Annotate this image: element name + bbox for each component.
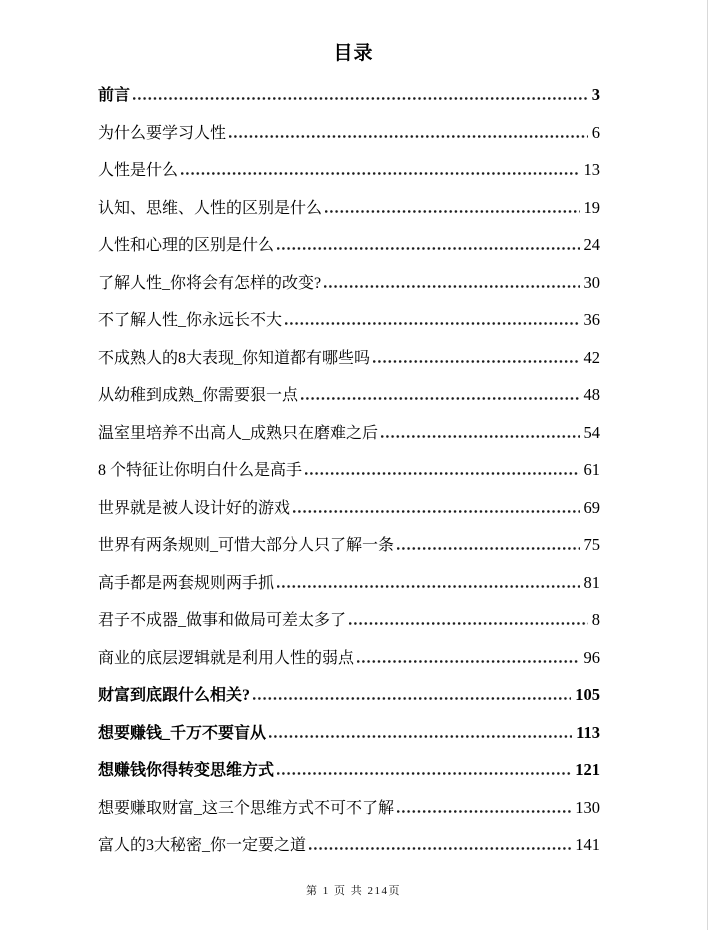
dot-leader (309, 847, 571, 850)
dot-leader (349, 622, 588, 625)
toc-entry-label: 君子不成器_做事和做局可差太多了 (98, 612, 347, 629)
toc-entry-label: 世界有两条规则_可惜大部分人只了解一条 (98, 537, 395, 554)
toc-entry[interactable] (98, 272, 600, 310)
dot-leader (181, 172, 579, 175)
toc-entry[interactable] (98, 497, 600, 535)
toc-entry-page-number: 69 (583, 497, 600, 517)
dot-leader (253, 697, 571, 700)
toc-entry-label: 想要赚取财富_这三个思维方式不可不了解 (98, 799, 395, 817)
toc-entry-page-number: 48 (583, 385, 600, 404)
toc-entry-label: 人性和心理的区别是什么 (98, 237, 275, 254)
toc-entry[interactable] (98, 572, 600, 610)
toc-entry-page-number: 42 (583, 347, 600, 367)
toc-entry-label: 认知、思维、人性的区别是什么 (98, 199, 323, 217)
toc-entry[interactable] (98, 609, 600, 647)
toc-entry-label: 富人的3大秘密_你一定要之道 (98, 837, 307, 854)
page-title: 目录 (333, 43, 374, 64)
toc-entry-page-number: 30 (583, 272, 600, 292)
toc-entry-label: 商业的底层逻辑就是利用人性的弱点 (98, 649, 355, 667)
toc-entry[interactable] (98, 459, 600, 497)
toc-entry-label: 从幼稚到成熟_你需要狠一点 (98, 387, 299, 404)
toc-entry-label: 了解人性_你将会有怎样的改变? (98, 274, 322, 292)
page-number-footer: 第 1 页 共 214页 (306, 885, 401, 897)
toc-entry-page-number: 24 (583, 235, 600, 254)
toc-entry-page-number: 6 (591, 122, 600, 142)
toc-entry-label: 想要赚钱_千万不要盲从 (98, 724, 267, 742)
toc-entry-label: 人性是什么 (98, 162, 179, 179)
dot-leader (397, 810, 571, 813)
toc-entry[interactable] (98, 384, 600, 422)
toc-entry[interactable] (98, 84, 600, 122)
toc-entry[interactable] (98, 347, 600, 385)
toc-entry-page-number: 81 (583, 572, 600, 592)
dot-leader (277, 247, 579, 250)
dot-leader (357, 660, 579, 663)
toc-entry-label: 财富到底跟什么相关? (98, 687, 251, 704)
toc-entry-label: 前言 (98, 87, 131, 104)
table-of-contents (98, 84, 600, 872)
toc-entry[interactable] (98, 122, 600, 160)
toc-entry-page-number: 36 (583, 310, 600, 329)
toc-entry[interactable] (98, 422, 600, 460)
toc-entry[interactable] (98, 684, 600, 722)
toc-entry[interactable] (98, 759, 600, 797)
toc-entry-label: 世界就是被人设计好的游戏 (98, 499, 291, 517)
toc-entry-label: 8 个特征让你明白什么是高手 (98, 462, 303, 479)
toc-entry[interactable] (98, 797, 600, 835)
toc-entry[interactable] (98, 647, 600, 685)
dot-leader (324, 285, 579, 288)
dot-leader (229, 135, 588, 138)
toc-entry-label: 温室里培养不出高人_成熟只在磨难之后 (98, 424, 379, 442)
dot-leader (293, 510, 579, 513)
toc-entry-page-number: 130 (575, 797, 600, 817)
toc-entry-page-number: 113 (576, 722, 600, 742)
toc-entry-page-number: 105 (575, 685, 600, 704)
toc-entry-label: 不了解人性_你永远长不大 (98, 312, 283, 329)
toc-entry-page-number: 121 (575, 760, 600, 779)
dot-leader (285, 322, 579, 325)
toc-entry-label: 高手都是两套规则两手抓 (98, 574, 275, 592)
toc-entry-page-number: 8 (591, 610, 600, 629)
toc-entry-page-number: 3 (591, 85, 600, 104)
toc-entry-page-number: 54 (583, 422, 600, 442)
toc-entry-page-number: 61 (583, 460, 600, 479)
toc-entry[interactable] (98, 159, 600, 197)
toc-entry-page-number: 75 (583, 535, 600, 554)
dot-leader (325, 210, 579, 213)
toc-entry-page-number: 141 (575, 835, 600, 854)
toc-entry[interactable] (98, 309, 600, 347)
dot-leader (305, 472, 579, 475)
dot-leader (269, 735, 572, 738)
toc-entry-label: 为什么要学习人性 (98, 124, 227, 142)
toc-entry[interactable] (98, 834, 600, 872)
toc-entry-label: 不成熟人的8大表现_你知道都有哪些吗 (98, 349, 371, 367)
toc-entry[interactable] (98, 234, 600, 272)
toc-entry[interactable] (98, 722, 600, 760)
dot-leader (277, 585, 579, 588)
dot-leader (397, 547, 579, 550)
dot-leader (381, 435, 579, 438)
toc-entry-page-number: 19 (583, 197, 600, 217)
dot-leader (373, 360, 579, 363)
toc-entry[interactable] (98, 197, 600, 235)
page-edge-divider (707, 0, 708, 930)
toc-entry-page-number: 13 (583, 160, 600, 179)
toc-entry-label: 想赚钱你得转变思维方式 (98, 762, 275, 779)
dot-leader (133, 97, 588, 100)
toc-entry[interactable] (98, 534, 600, 572)
dot-leader (301, 397, 579, 400)
toc-entry-page-number: 96 (583, 647, 600, 667)
dot-leader (277, 772, 571, 775)
